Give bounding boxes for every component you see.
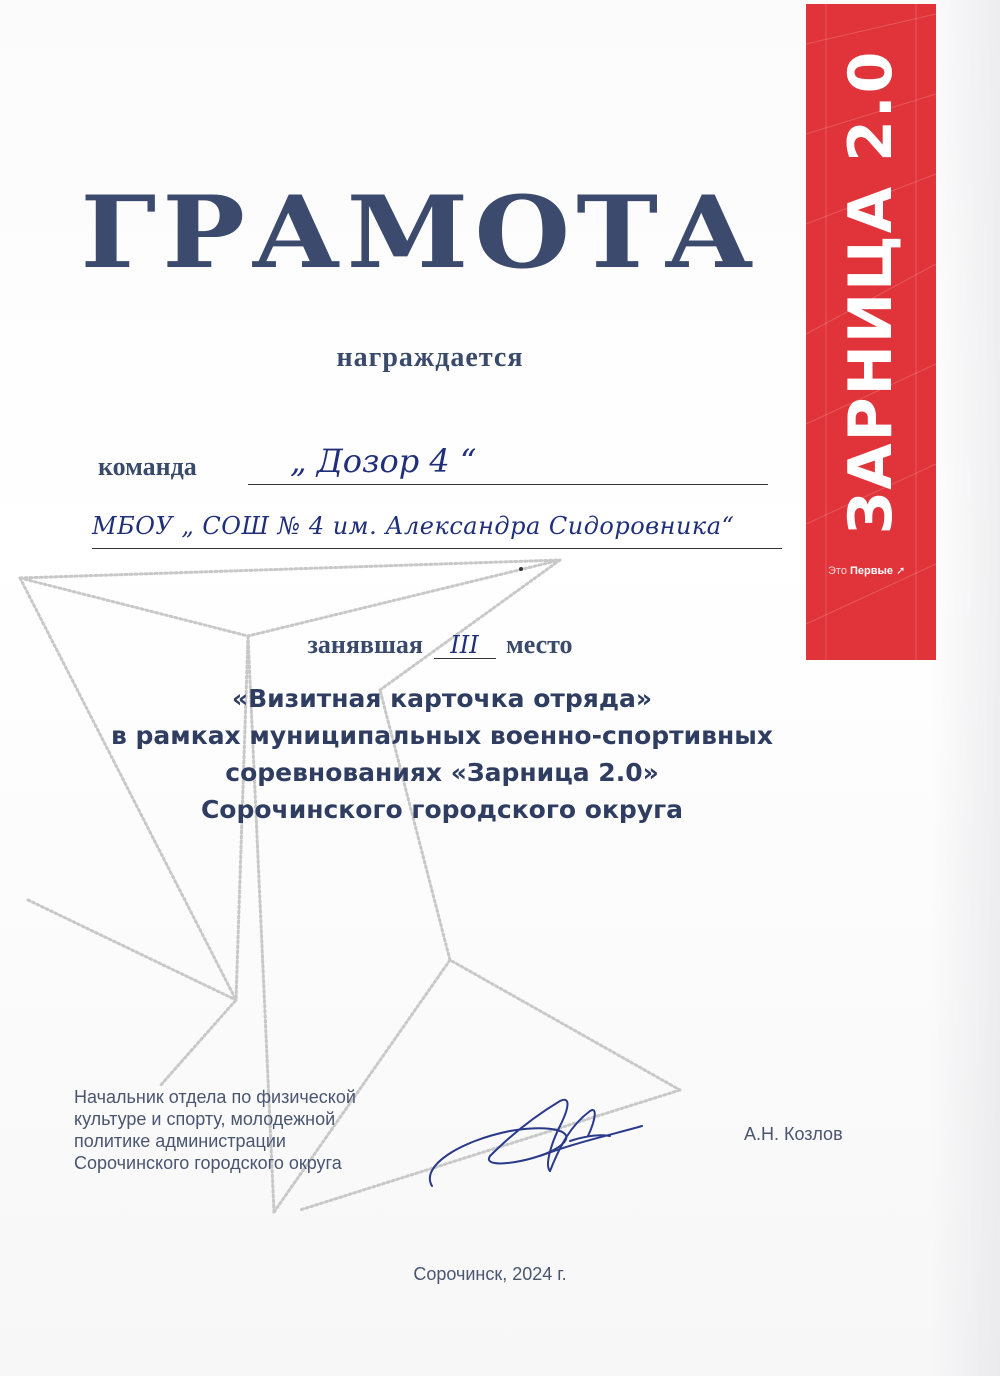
position-line: Сорочинского городского округа (74, 1153, 342, 1173)
competition-description (0, 680, 884, 828)
signature (420, 1086, 650, 1196)
place-value: III (434, 632, 496, 659)
position-line: политике администрации (74, 1131, 286, 1151)
signer-position (74, 1086, 356, 1174)
banner-title: ЗАРНИЦА 2.0 (836, 49, 906, 535)
description-line: соревнованиях «Зарница 2.0» (225, 758, 659, 787)
team-label: команда (98, 452, 197, 481)
description-line: «Визитная карточка отряда» (231, 684, 653, 713)
awarded-text: награждается (336, 342, 524, 373)
zarnitsa-banner (806, 4, 936, 660)
place-prefix: занявшая (307, 630, 423, 659)
team-value: „ Дозор 4 “ (290, 442, 477, 480)
position-line: культуре и спорту, молодежной (74, 1109, 336, 1129)
school-underline (92, 548, 782, 549)
description-line: в рамках муниципальных военно-спортивных (111, 721, 773, 750)
ink-dot (519, 567, 523, 571)
position-line: Начальник отдела по физической (74, 1087, 356, 1107)
place-row (0, 630, 880, 660)
arrow-up-icon: ➚ (896, 565, 906, 577)
signer-name: А.Н. Козлов (744, 1124, 843, 1144)
school-value: МБОУ „ СОШ № 4 им. Александра Сидоровника“ (92, 512, 735, 540)
banner-slogan-light: Это (828, 565, 847, 577)
city-date: Сорочинск, 2024 г. (413, 1264, 567, 1284)
certificate-title: ГРАМОТА (80, 174, 760, 291)
banner-slogan-bold: Первые (850, 565, 894, 577)
team-underline (248, 484, 768, 485)
description-line: Сорочинского городского округа (200, 795, 684, 824)
place-suffix: место (506, 630, 573, 659)
banner-slogan (828, 564, 905, 577)
